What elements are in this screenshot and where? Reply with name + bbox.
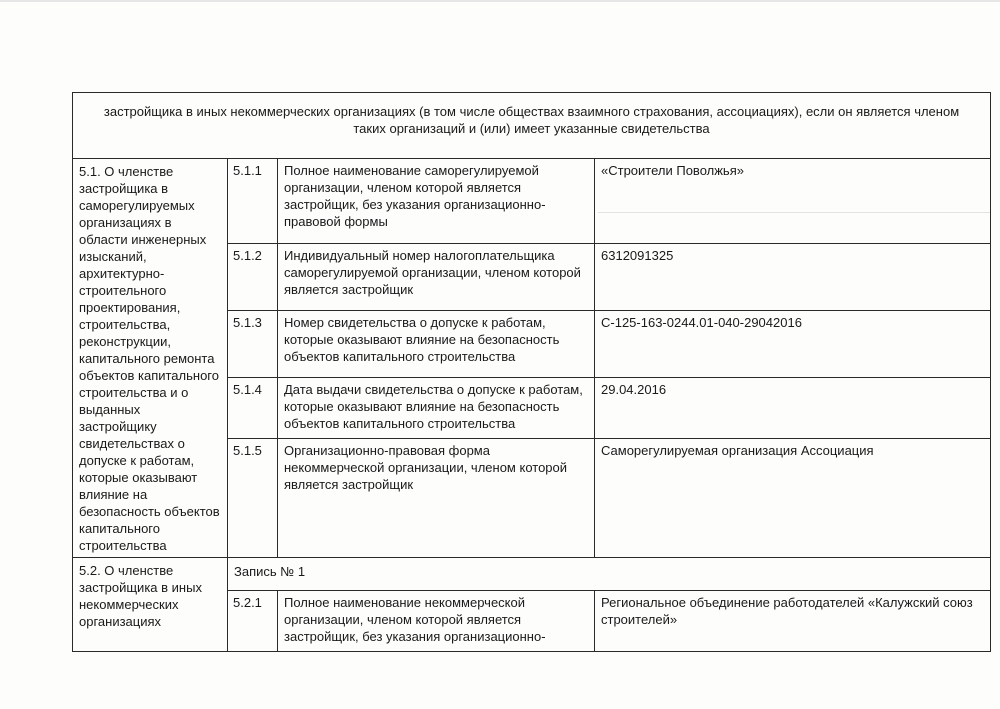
- row-label: Номер свидетельства о допуске к работам, которые оказывают влияние на безопасность объектов капитального строительства: [278, 311, 595, 378]
- row-value: С-125-163-0244.01-040-29042016: [595, 311, 991, 378]
- header-line-1: застройщика в иных некоммерческих организациях (в том числе обществах взаимного страхования, ассоциациях), если он является членом: [103, 104, 960, 119]
- document-table: [72, 92, 991, 652]
- row-value: Саморегулируемая организация Ассоциация: [595, 439, 991, 558]
- scan-edge-mark: [0, 0, 1000, 2]
- section-5-2-title: 5.2. О членстве застройщика в иных некоммерческих организациях: [73, 558, 228, 652]
- row-label: Индивидуальный номер налогоплательщика саморегулируемой организации, членом которой является застройщик: [278, 244, 595, 311]
- header-line-2: таких организаций и (или) имеет указанные свидетельства: [353, 121, 710, 136]
- row-label: Полное наименование саморегулируемой организации, членом которой является застройщик, без указания организационно-правовой формы: [278, 159, 595, 244]
- row-number: 5.1.5: [228, 439, 278, 558]
- row-label: Полное наименование некоммерческой организации, членом которой является застройщик, без указания организационно-: [278, 591, 595, 652]
- row-value: «Строители Поволжья»: [595, 159, 991, 244]
- row-number: 5.1.2: [228, 244, 278, 311]
- row-label: Дата выдачи свидетельства о допуске к работам, которые оказывают влияние на безопасность объектов капитального строительства: [278, 378, 595, 439]
- record-number: Запись № 1: [228, 558, 991, 591]
- row-number: 5.1.3: [228, 311, 278, 378]
- section-5-1-title: 5.1. О членстве застройщика в саморегулируемых организациях в области инженерных изысканий, архитектурно-строительного проектирования, строительства, реконструкции, капитального ремонта объектов капитального строительства и о выданных застройщику свидетельствах о допуске к работам, которые оказывают влияние на безопасность объектов капитального строительства: [73, 159, 228, 558]
- row-value: 6312091325: [595, 244, 991, 311]
- row-value: 29.04.2016: [595, 378, 991, 439]
- row-number: 5.1.4: [228, 378, 278, 439]
- row-number: 5.1.1: [228, 159, 278, 244]
- header-row: [73, 93, 991, 159]
- row-value: Региональное объединение работодателей «Калужский союз строителей»: [595, 591, 991, 652]
- row-label: Организационно-правовая форма некоммерческой организации, членом которой является застройщик: [278, 439, 595, 558]
- section-header-cell: [73, 93, 991, 159]
- record-row: [73, 558, 991, 591]
- table-row: [73, 159, 991, 244]
- row-number: 5.2.1: [228, 591, 278, 652]
